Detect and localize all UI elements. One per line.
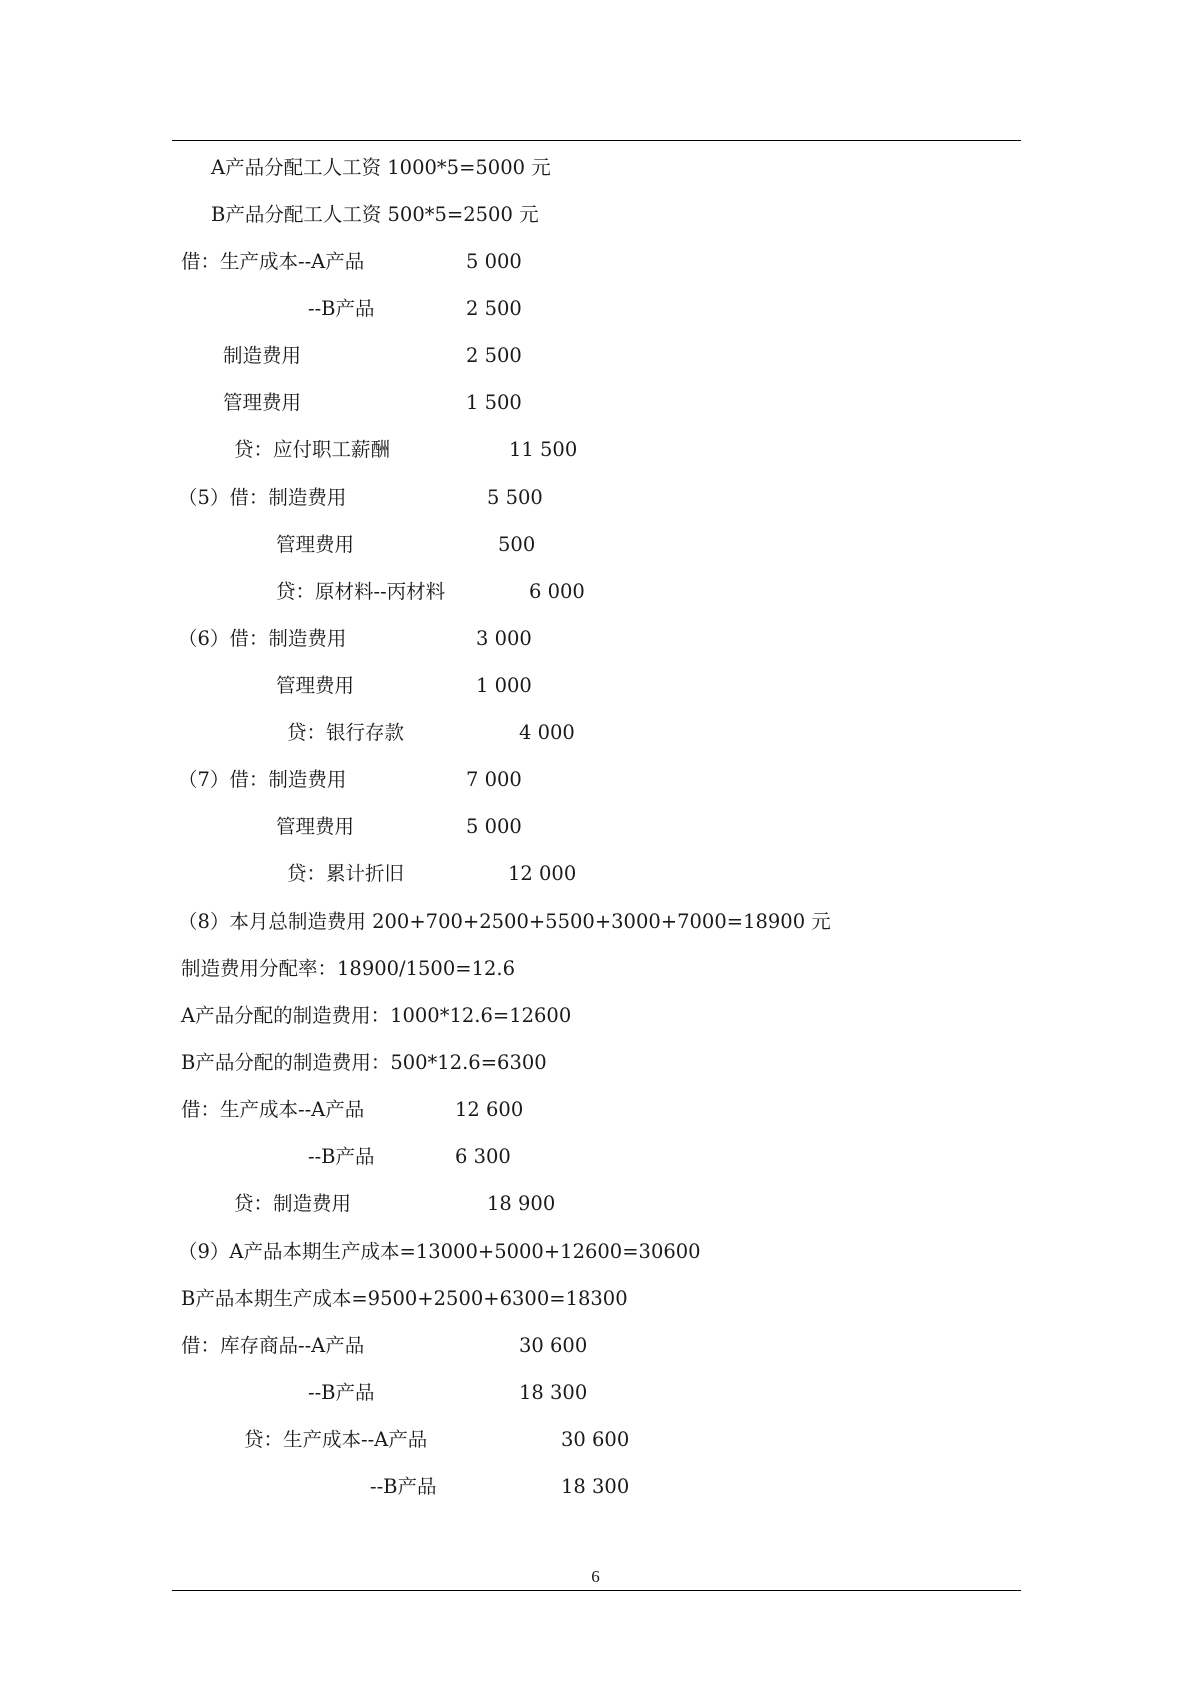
entry-amount: 12 000	[508, 862, 577, 885]
entry-account: 借：生产成本--A产品	[181, 250, 365, 273]
entry-account: （6）借：制造费用	[178, 627, 347, 650]
entry-account: 管理费用	[276, 533, 355, 556]
text-line: B产品分配的制造费用：500*12.6=6300	[181, 1051, 547, 1074]
entry-amount: 18 300	[519, 1381, 588, 1404]
entry-account: 管理费用	[276, 674, 355, 697]
entry-amount: 30 600	[561, 1428, 630, 1451]
entry-amount: 18 300	[561, 1475, 630, 1498]
text-line: A产品分配工人工资 1000*5=5000 元	[211, 156, 551, 179]
entry-account: --B产品	[308, 297, 375, 320]
entry-amount: 3 000	[476, 627, 532, 650]
entry-amount: 2 500	[466, 297, 522, 320]
text-line: （8）本月总制造费用 200+700+2500+5500+3000+7000=18900 元	[178, 910, 831, 933]
entry-account: （5）借：制造费用	[178, 486, 347, 509]
entry-amount: 30 600	[519, 1334, 588, 1357]
entry-amount: 2 500	[466, 344, 522, 367]
entry-amount: 500	[498, 533, 536, 556]
entry-account: （7）借：制造费用	[178, 768, 347, 791]
page-number: 6	[591, 1567, 600, 1586]
entry-account: 贷：累计折旧	[287, 862, 405, 885]
entry-amount: 5 000	[466, 815, 522, 838]
entry-amount: 1 000	[476, 674, 532, 697]
entry-amount: 18 900	[487, 1192, 556, 1215]
entry-amount: 5 000	[466, 250, 522, 273]
entry-amount: 12 600	[455, 1098, 524, 1121]
text-line: B产品本期生产成本=9500+2500+6300=18300	[181, 1287, 628, 1310]
text-line: （9）A产品本期生产成本=13000+5000+12600=30600	[178, 1240, 701, 1263]
header-rule	[172, 140, 1021, 141]
entry-account: 贷：银行存款	[287, 721, 405, 744]
entry-amount: 7 000	[466, 768, 522, 791]
entry-amount: 6 300	[455, 1145, 511, 1168]
entry-account: --B产品	[308, 1145, 375, 1168]
entry-account: 借：生产成本--A产品	[181, 1098, 365, 1121]
text-line: A产品分配的制造费用：1000*12.6=12600	[181, 1004, 572, 1027]
entry-amount: 1 500	[466, 391, 522, 414]
entry-account: 贷：原材料--丙材料	[276, 580, 446, 603]
entry-amount: 6 000	[529, 580, 585, 603]
entry-account: --B产品	[308, 1381, 375, 1404]
entry-amount: 11 500	[509, 438, 578, 461]
entry-account: 管理费用	[223, 391, 302, 414]
entry-account: --B产品	[370, 1475, 437, 1498]
entry-account: 贷：制造费用	[234, 1192, 352, 1215]
entry-amount: 4 000	[519, 721, 575, 744]
text-line: 制造费用分配率：18900/1500=12.6	[181, 957, 515, 980]
text-line: B产品分配工人工资 500*5=2500 元	[211, 203, 539, 226]
footer-rule	[172, 1590, 1021, 1591]
entry-account: 管理费用	[276, 815, 355, 838]
entry-account: 制造费用	[223, 344, 302, 367]
entry-account: 贷：生产成本--A产品	[244, 1428, 428, 1451]
entry-account: 贷：应付职工薪酬	[234, 438, 391, 461]
entry-amount: 5 500	[487, 486, 543, 509]
entry-account: 借：库存商品--A产品	[181, 1334, 365, 1357]
